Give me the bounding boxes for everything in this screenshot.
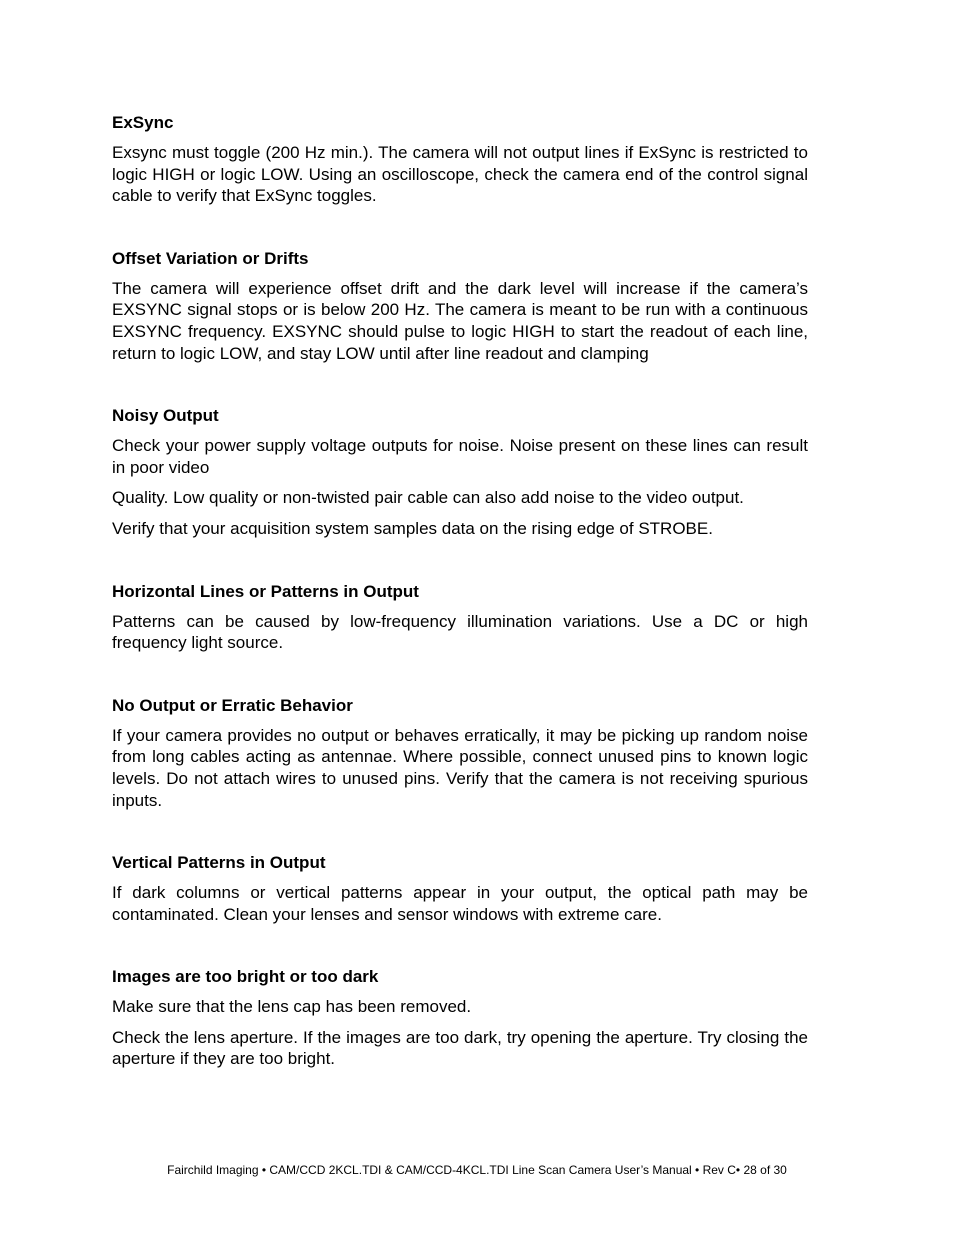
section-heading: Noisy Output [112,406,219,426]
section-offset-variation [112,248,808,364]
section-heading: Offset Variation or Drifts [112,248,309,268]
section-paragraph: Make sure that the lens cap has been removed. [112,997,472,1017]
section-vertical-patterns [112,852,808,925]
section-paragraph: Verify that your acquisition system samples data on the rising edge of STROBE. [112,518,713,538]
section-paragraph: The camera will experience offset drift and the dark level will increase if the camera’s EXSYNC signal stops or is below 200 Hz. The camera is meant to be run with a continuous EXSYNC frequency. EXSYNC should pulse to logic HIGH to start the readout of each line, return to logic LOW, and stay LOW until after line readout and clamping [112,278,808,363]
section-heading: No Output or Erratic Behavior [112,695,353,715]
section-exsync [112,112,808,207]
section-paragraph: If your camera provides no output or behaves erratically, it may be picking up random noise from long cables acting as antennae. Where possible, connect unused pins to known logic levels. Do not attach wires to unused pins. Verify that the camera is not receiving spurious inputs. [112,725,808,810]
section-paragraph: If dark columns or vertical patterns appear in your output, the optical path may be contaminated. Clean your lenses and sensor windows with extreme care. [112,883,808,924]
section-paragraph: Check the lens aperture. If the images are too dark, try opening the aperture. Try closing the aperture if they are too bright. [112,1027,808,1069]
section-heading: ExSync [112,113,174,132]
page-footer: Fairchild Imaging • CAM/CCD 2KCL.TDI & CAM/CCD-4KCL.TDI Line Scan Camera User’s Manual • Rev C• 28 of 30 [167,1163,787,1177]
section-noisy-output [112,405,808,539]
section-paragraph: Check your power supply voltage outputs for noise. Noise present on these lines can result in poor video [112,436,808,477]
section-paragraph: Exsync must toggle (200 Hz min.). The camera will not output lines if ExSync is restricted to logic HIGH or logic LOW. Using an oscilloscope, check the camera end of the control signal cable to verify that ExSync toggles. [112,143,808,206]
section-heading: Images are too bright or too dark [112,967,379,987]
section-paragraph: Patterns can be caused by low-frequency illumination variations. Use a DC or high frequency light source. [112,611,808,653]
section-horizontal-lines [112,581,808,654]
document-body [112,112,808,1070]
section-brightness [112,966,808,1070]
section-paragraph: Quality. Low quality or non-twisted pair cable can also add noise to the video output. [112,488,744,508]
section-heading: Horizontal Lines or Patterns in Output [112,581,419,601]
section-heading: Vertical Patterns in Output [112,853,326,873]
section-no-output [112,695,808,811]
